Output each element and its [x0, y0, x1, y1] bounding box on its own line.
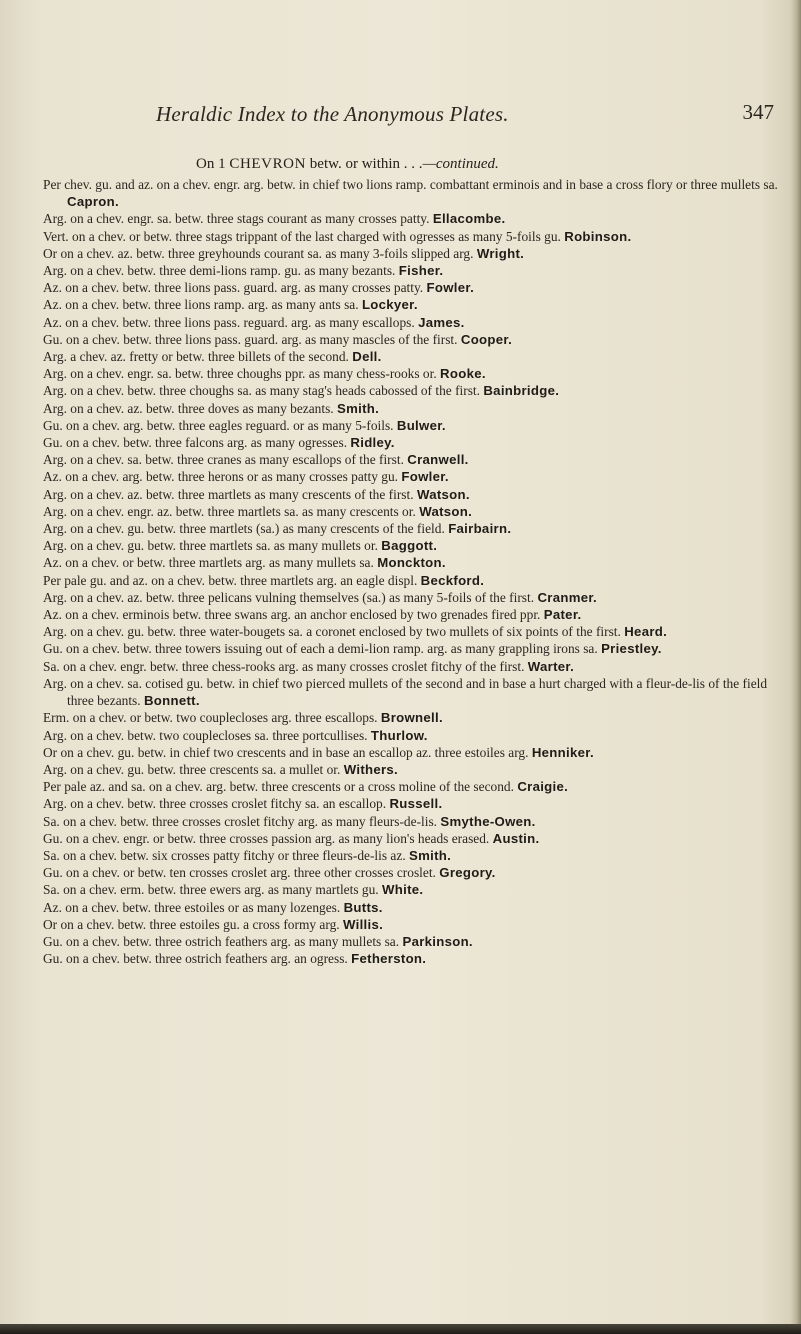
entry-blazon: Arg. on a chev. sa. cotised gu. betw. in chief two pierced mullets of the second and in base a hurt charged with a fleur-de-lis of the field three bezants.: [43, 675, 768, 709]
entry-family-name: Watson.: [416, 486, 470, 502]
heraldic-entry: [43, 228, 783, 245]
heraldic-entry: [43, 675, 783, 709]
heading-rest: betw. or within . . .: [306, 156, 423, 172]
entry-blazon: Gu. on a chev. betw. three lions pass. guard. arg. as many mascles of the first.: [43, 331, 458, 347]
heraldic-entry: [43, 400, 783, 417]
entry-family-name: Dell.: [352, 349, 382, 365]
entry-family-name: Thurlow.: [370, 727, 428, 743]
entry-blazon: Arg. a chev. az. fretty or betw. three billets of the second.: [43, 349, 349, 365]
heraldic-entry: [43, 451, 783, 468]
heraldic-entry: [43, 434, 783, 451]
entry-blazon: Arg. on a chev. gu. betw. three martlets sa. as many mullets or.: [43, 538, 378, 554]
entry-blazon: Az. on a chev. betw. three lions pass. reguard. arg. as many escallops.: [43, 314, 415, 330]
heraldic-entry: [43, 830, 783, 847]
entry-family-name: Willis.: [342, 916, 384, 932]
entry-blazon: Per chev. gu. and az. on a chev. engr. arg. betw. in chief two lions ramp. combattant erminois and in base a cross flory or three mullets sa.: [43, 177, 778, 192]
entry-family-name: Craigie.: [517, 779, 569, 795]
heraldic-entry: [43, 813, 783, 830]
entry-family-name: Robinson.: [564, 228, 632, 244]
entry-blazon: Per pale gu. and az. on a chev. betw. three martlets arg. an eagle displ.: [43, 572, 418, 588]
entry-family-name: James.: [418, 314, 465, 330]
entry-blazon: Arg. on a chev. az. betw. three pelicans vulning themselves (sa.) as many 5-foils of the first.: [43, 589, 535, 605]
page-bottom-edge: [0, 1324, 801, 1334]
entry-blazon: Vert. on a chev. or betw. three stags trippant of the last charged with ogresses as many 5-foils gu.: [43, 228, 561, 244]
heraldic-entry: [43, 314, 783, 331]
entry-blazon: Gu. on a chev. or betw. ten crosses croslet arg. three other crosses croslet.: [43, 865, 436, 881]
heraldic-entry: [43, 210, 783, 227]
entry-family-name: Fetherston.: [351, 951, 427, 967]
entry-family-name: Baggott.: [381, 538, 438, 554]
entry-family-name: Wright.: [476, 245, 525, 261]
entry-blazon: Az. on a chev. betw. three estoiles or as many lozenges.: [43, 899, 341, 915]
entry-blazon: Arg. on a chev. betw. three crosses croslet fitchy sa. an escallop.: [43, 796, 387, 812]
entry-family-name: Rooke.: [440, 366, 486, 382]
heraldic-entry: [43, 554, 783, 571]
entry-blazon: Sa. on a chev. engr. betw. three chess-rooks arg. as many crosses croslet fitchy of the first.: [43, 658, 525, 674]
entry-blazon: Arg. on a chev. betw. three demi-lions ramp. gu. as many bezants.: [43, 263, 396, 279]
heading-continued: —continued.: [422, 156, 499, 172]
running-head: [150, 100, 780, 130]
heraldic-entry: [43, 348, 783, 365]
entry-family-name: Bulwer.: [396, 417, 446, 433]
heraldic-entry: [43, 262, 783, 279]
entry-blazon: Az. on a chev. arg. betw. three herons or as many crosses patty gu.: [43, 469, 398, 485]
entry-blazon: Az. on a chev. betw. three lions ramp. arg. as many ants sa.: [43, 297, 359, 313]
heraldic-entry: [43, 589, 783, 606]
entry-blazon: Arg. on a chev. gu. betw. three crescents sa. a mullet or.: [43, 761, 341, 777]
heraldic-entry: [43, 950, 783, 967]
entry-blazon: Per pale az. and sa. on a chev. arg. betw. three crescents or a cross moline of the second.: [43, 779, 514, 795]
entry-blazon: Arg. on a chev. betw. three choughs sa. as many stag's heads cabossed of the first.: [43, 383, 480, 399]
heraldic-entry: [43, 899, 783, 916]
entry-blazon: Gu. on a chev. betw. three ostrich feathers arg. as many mullets sa.: [43, 933, 400, 949]
heraldic-entry: [43, 727, 783, 744]
entry-family-name: Brownell.: [380, 710, 443, 726]
heading-prefix: On 1: [196, 156, 230, 172]
heraldic-entry: [43, 658, 783, 675]
heraldic-entry: [43, 176, 783, 210]
entry-blazon: Arg. on a chev. az. betw. three martlets as many crescents of the first.: [43, 486, 414, 502]
heraldic-entry: [43, 761, 783, 778]
heraldic-entry: [43, 623, 783, 640]
entry-family-name: Warter.: [527, 658, 575, 674]
entry-family-name: Austin.: [492, 830, 540, 846]
heraldic-entry: [43, 881, 783, 898]
entry-family-name: Fowler.: [401, 469, 449, 485]
entry-family-name: Withers.: [343, 761, 399, 777]
entry-blazon: Sa. on a chev. betw. three crosses croslet fitchy arg. as many fleurs-de-lis.: [43, 813, 438, 829]
entry-family-name: Heard.: [624, 624, 668, 640]
entry-family-name: Fowler.: [426, 280, 475, 296]
entry-blazon: Gu. on a chev. betw. three towers issuing out of each a demi-lion ramp. arg. as many grappling irons sa.: [43, 641, 598, 657]
heraldic-entry: [43, 382, 783, 399]
entry-blazon: Az. on a chev. betw. three lions pass. guard. arg. as many crosses patty.: [43, 280, 424, 296]
entry-blazon: Erm. on a chev. or betw. two couplecloses arg. three escallops.: [43, 710, 378, 726]
entry-family-name: Lockyer.: [361, 297, 418, 313]
entry-blazon: Arg. on a chev. sa. betw. three cranes as many escallops of the first.: [43, 452, 404, 468]
entry-blazon: Arg. on a chev. engr. sa. betw. three choughs ppr. as many chess-rooks or.: [43, 366, 437, 382]
heraldic-entry: [43, 847, 783, 864]
heraldic-entry: [43, 864, 783, 881]
entry-blazon: Or on a chev. az. betw. three greyhounds courant sa. as many 3-foils slipped arg.: [43, 245, 474, 261]
entry-family-name: Ridley.: [350, 435, 395, 451]
entry-family-name: Smythe-Owen.: [440, 813, 536, 829]
heraldic-entry: [43, 331, 783, 348]
entry-family-name: Cranmer.: [537, 589, 598, 605]
entry-family-name: Smith.: [337, 400, 380, 416]
entry-blazon: Gu. on a chev. engr. or betw. three crosses passion arg. as many lion's heads erased.: [43, 830, 490, 846]
entry-family-name: Monckton.: [377, 555, 446, 571]
entry-blazon: Arg. on a chev. az. betw. three doves as many bezants.: [43, 400, 334, 416]
heraldic-entry: [43, 503, 783, 520]
heraldic-entry: [43, 296, 783, 313]
entry-family-name: Cooper.: [460, 331, 513, 347]
entry-family-name: Capron.: [67, 194, 119, 210]
heraldic-entry: [43, 795, 783, 812]
entry-family-name: Russell.: [389, 796, 443, 812]
heading-chevron: CHEVRON: [229, 156, 307, 172]
entry-blazon: Az. on a chev. or betw. three martlets arg. as many mullets sa.: [43, 555, 374, 571]
heraldic-entry: [43, 468, 783, 485]
heraldic-entry: [43, 606, 783, 623]
entry-blazon: Sa. on a chev. erm. betw. three ewers arg. as many martlets gu.: [43, 882, 379, 898]
entry-family-name: Fairbairn.: [448, 521, 512, 537]
entry-family-name: Fisher.: [398, 263, 444, 279]
entry-family-name: Pater.: [543, 607, 582, 623]
heraldic-entry-list: [43, 176, 783, 967]
entry-blazon: Arg. on a chev. gu. betw. three water-bougets sa. a coronet enclosed by two mullets of six points of the first.: [43, 624, 621, 640]
entry-blazon: Or on a chev. gu. betw. in chief two crescents and in base an escallop az. three estoiles arg.: [43, 744, 529, 760]
entry-blazon: Gu. on a chev. betw. three ostrich feathers arg. an ogress.: [43, 951, 348, 967]
heraldic-entry: [43, 640, 783, 657]
entry-family-name: Bainbridge.: [483, 383, 560, 399]
page-edge-shadow: [791, 0, 801, 1334]
running-title: Heraldic Index to the Anonymous Plates.: [156, 102, 509, 126]
heraldic-entry: [43, 486, 783, 503]
heraldic-entry: [43, 520, 783, 537]
entry-family-name: Cranwell.: [407, 452, 469, 468]
heraldic-entry: [43, 279, 783, 296]
heraldic-entry: [43, 916, 783, 933]
entry-blazon: Arg. on a chev. betw. two couplecloses sa. three portcullises.: [43, 727, 368, 743]
entry-family-name: Bonnett.: [143, 693, 200, 709]
heraldic-entry: [43, 709, 783, 726]
entry-blazon: Or on a chev. betw. three estoiles gu. a cross formy arg.: [43, 916, 340, 932]
heraldic-entry: [43, 933, 783, 950]
heraldic-entry: [43, 537, 783, 554]
entry-family-name: Gregory.: [439, 865, 496, 881]
entry-family-name: Henniker.: [531, 744, 594, 760]
entry-blazon: Az. on a chev. erminois betw. three swans arg. an anchor enclosed by two grenades fired ppr.: [43, 607, 541, 623]
entry-blazon: Sa. on a chev. betw. six crosses patty fitchy or three fleurs-de-lis az.: [43, 847, 406, 863]
entry-family-name: White.: [382, 882, 424, 898]
entry-family-name: Parkinson.: [402, 933, 473, 949]
section-heading: [196, 156, 499, 173]
entry-blazon: Arg. on a chev. engr. az. betw. three martlets sa. as many crescents or.: [43, 503, 416, 519]
entry-blazon: Arg. on a chev. gu. betw. three martlets (sa.) as many crescents of the field.: [43, 521, 445, 537]
entry-blazon: Arg. on a chev. engr. sa. betw. three stags courant as many crosses patty.: [43, 211, 430, 227]
entry-family-name: Priestley.: [601, 641, 662, 657]
entry-family-name: Watson.: [419, 503, 473, 519]
entry-family-name: Smith.: [409, 847, 452, 863]
heraldic-entry: [43, 572, 783, 589]
page-number: 347: [742, 100, 774, 124]
entry-family-name: Butts.: [343, 899, 383, 915]
heraldic-entry: [43, 245, 783, 262]
heraldic-entry: [43, 778, 783, 795]
heraldic-entry: [43, 417, 783, 434]
entry-blazon: Gu. on a chev. arg. betw. three eagles reguard. or as many 5-foils.: [43, 417, 394, 433]
entry-blazon: Gu. on a chev. betw. three falcons arg. as many ogresses.: [43, 435, 348, 451]
heraldic-entry: [43, 744, 783, 761]
entry-family-name: Ellacombe.: [432, 211, 506, 227]
heraldic-entry: [43, 365, 783, 382]
entry-family-name: Beckford.: [420, 572, 485, 588]
